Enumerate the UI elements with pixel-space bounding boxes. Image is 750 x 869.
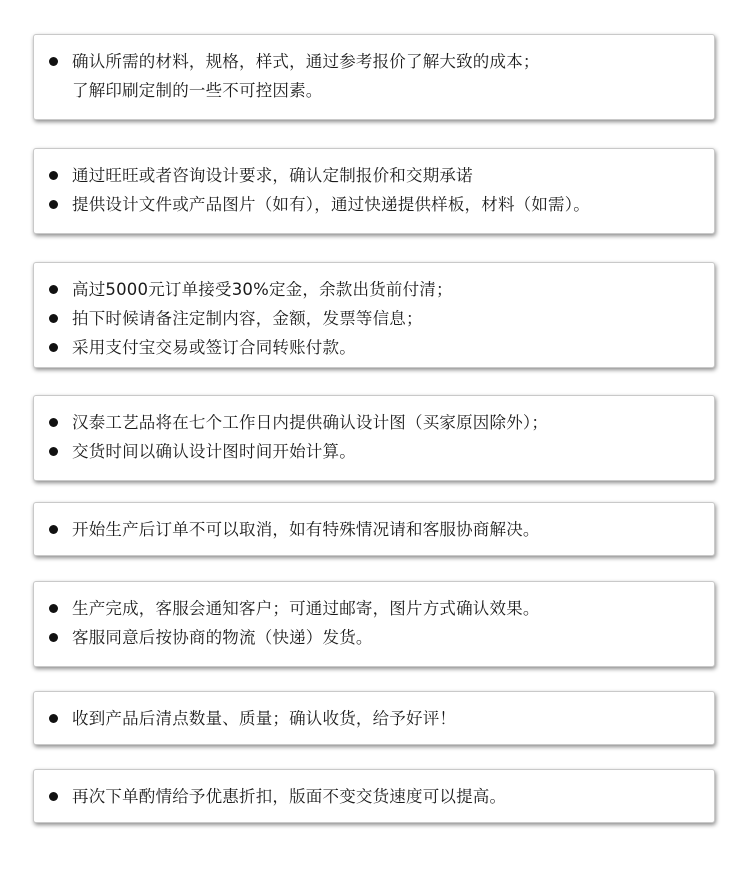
item-text: 采用支付宝交易或签订合同转账付款。 <box>72 338 356 357</box>
item-text: 交货时间以确认设计图时间开始计算。 <box>72 442 356 461</box>
bullet-icon <box>49 714 58 723</box>
list-item-continuation <box>34 76 714 105</box>
list-item <box>34 782 714 811</box>
bullet-icon <box>49 57 58 66</box>
item-text: 收到产品后清点数量、质量；确认收货，给予好评！ <box>72 709 457 728</box>
section-card-7 <box>33 691 715 745</box>
item-text: 了解印刷定制的一些不可控因素。 <box>72 81 323 100</box>
list-item <box>34 333 714 362</box>
bullet-icon <box>49 525 58 534</box>
list-item <box>34 304 714 333</box>
bullet-icon <box>49 171 58 180</box>
bullet-icon <box>49 604 58 613</box>
section-card-5 <box>33 502 715 556</box>
list-item <box>34 515 714 544</box>
section-card-4 <box>33 395 715 481</box>
section-card-1 <box>33 34 715 120</box>
item-text: 开始生产后订单不可以取消，如有特殊情况请和客服协商解决。 <box>72 520 540 539</box>
bullet-icon <box>49 447 58 456</box>
bullet-icon <box>49 314 58 323</box>
list-item <box>34 190 714 219</box>
item-text: 提供设计文件或产品图片（如有），通过快递提供样板，材料（如需）。 <box>72 195 590 214</box>
item-text: 汉泰工艺品将在七个工作日内提供确认设计图（买家原因除外）； <box>72 413 549 432</box>
list-item <box>34 275 714 304</box>
list-item <box>34 623 714 652</box>
bullet-icon <box>49 633 58 642</box>
bullet-icon <box>49 792 58 801</box>
list-item <box>34 161 714 190</box>
item-text: 确认所需的材料，规格，样式，通过参考报价了解大致的成本； <box>72 52 540 71</box>
list-item <box>34 594 714 623</box>
section-card-3 <box>33 262 715 368</box>
item-text: 再次下单酌情给予优惠折扣，版面不变交货速度可以提高。 <box>72 787 507 806</box>
section-card-8 <box>33 769 715 823</box>
item-text: 生产完成，客服会通知客户；可通过邮寄，图片方式确认效果。 <box>72 599 540 618</box>
list-item <box>34 704 714 733</box>
item-text: 客服同意后按协商的物流（快递）发货。 <box>72 628 373 647</box>
list-item <box>34 47 714 76</box>
bullet-icon <box>49 285 58 294</box>
item-text: 通过旺旺或者咨询设计要求，确认定制报价和交期承诺 <box>72 166 473 185</box>
section-card-6 <box>33 581 715 667</box>
item-text: 拍下时候请备注定制内容，金额，发票等信息； <box>72 309 423 328</box>
bullet-icon <box>49 200 58 209</box>
list-item <box>34 437 714 466</box>
section-card-2 <box>33 148 715 234</box>
bullet-icon <box>49 343 58 352</box>
list-item <box>34 408 714 437</box>
item-text: 高过5000元订单接受30%定金，余款出货前付清； <box>72 280 453 299</box>
bullet-icon <box>49 418 58 427</box>
